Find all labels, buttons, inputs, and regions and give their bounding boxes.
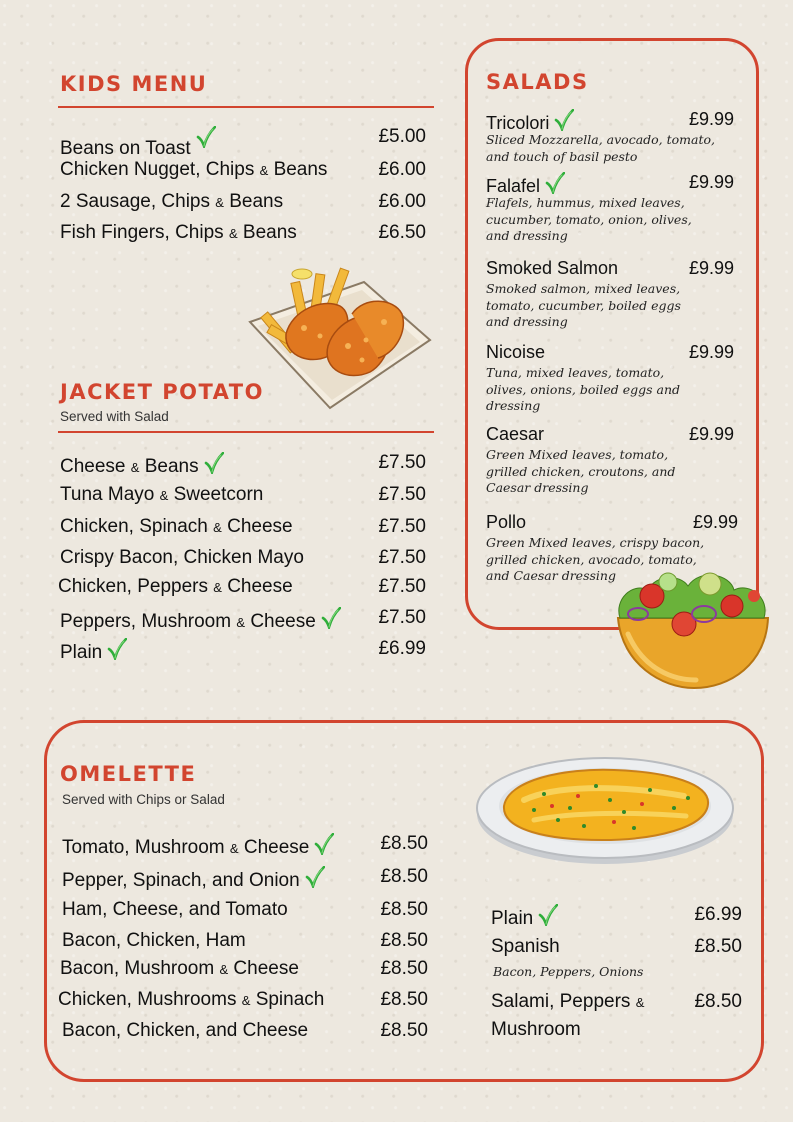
omelette-heading: OMELETTE (60, 762, 197, 786)
salad-name: Nicoise (486, 342, 546, 362)
item-price: £8.50 (694, 991, 742, 1012)
menu-item (60, 547, 304, 569)
menu-item (491, 991, 644, 1014)
item-name-part: Chicken, Spinach (60, 516, 208, 537)
item-name-part: Tuna Mayo (60, 484, 155, 505)
menu-item (62, 899, 288, 921)
ampersand: & (236, 615, 246, 630)
item-name-part: Tomato, Mushroom (62, 837, 225, 858)
salad-description: Green Mixed leaves, tomato, grilled chicken, croutons, and Caesar dressing (486, 447, 676, 495)
salad-price: £9.99 (688, 172, 734, 192)
salads-heading: SALADS (486, 70, 589, 94)
jacket-potato-heading: JACKET POTATO (60, 380, 264, 404)
menu-item (60, 516, 293, 539)
salad-price: £9.99 (688, 109, 734, 129)
salad-description: Green Mixed leaves, crispy bacon, grilled chicken, avocado, tomato, and Caesar dressing (486, 535, 705, 583)
salad-price: £9.99 (688, 342, 734, 362)
vegetarian-check-icon (196, 126, 216, 148)
item-name-part: Cheese (233, 958, 299, 979)
item-name-part: Chicken Nugget, Chips (60, 159, 255, 180)
fish-and-chips-illustration (244, 262, 434, 414)
omelette-plate-illustration (474, 750, 736, 868)
item-name: Pepper, Spinach, and Onion (62, 870, 300, 891)
item-name-part: Spinach (255, 989, 325, 1010)
item-price: £8.50 (694, 936, 742, 957)
omelette-subtitle: Served with Chips or Salad (62, 792, 225, 807)
item-price: £8.50 (380, 866, 428, 887)
salad-price: £9.99 (692, 512, 738, 532)
item-name: Spanish (491, 936, 560, 957)
item-price: £6.00 (378, 159, 426, 180)
menu-item (60, 126, 216, 160)
kids-menu-heading: KIDS MENU (60, 72, 208, 96)
item-name-part: Sweetcorn (173, 484, 264, 505)
item-price: £8.50 (380, 958, 428, 979)
menu-item (60, 222, 297, 245)
menu-item (60, 191, 283, 214)
item-price: £8.50 (380, 930, 428, 951)
item-name-part: Beans (273, 159, 328, 180)
salad-description: Sliced Mozzarella, avocado, tomato, and touch of basil pesto (486, 132, 715, 164)
vegetarian-check-icon (538, 904, 558, 926)
item-name: Bacon, Chicken, and Cheese (62, 1020, 309, 1041)
ampersand: & (635, 995, 645, 1010)
item-name-part: Beans (144, 456, 199, 477)
item-price: £7.50 (378, 547, 426, 568)
menu-item (60, 484, 263, 507)
menu-item (58, 989, 324, 1012)
salad-name: Smoked Salmon (486, 258, 619, 278)
item-name: Plain (491, 908, 534, 929)
salad-name: Pollo (486, 512, 527, 532)
item-name-part: Chicken, Peppers (58, 576, 208, 597)
item-name-part: Mushroom (491, 1019, 581, 1040)
menu-item (491, 904, 558, 930)
item-price: £5.00 (378, 126, 426, 147)
salad-name (486, 172, 565, 197)
menu-item (62, 833, 334, 860)
item-price: £7.50 (378, 576, 426, 597)
item-name: Ham, Cheese, and Tomato (62, 899, 288, 920)
vegetarian-check-icon (305, 866, 325, 888)
item-name: Bacon, Chicken, Ham (62, 930, 246, 951)
item-name: Beans on Toast (60, 138, 191, 159)
ampersand: & (130, 460, 140, 475)
item-price: £6.99 (694, 904, 742, 925)
salad-description: Smoked salmon, mixed leaves, tomato, cucumber, boiled eggs and dressing (486, 281, 681, 329)
salad-price: £9.99 (688, 424, 734, 444)
item-name-part: 2 Sausage, Chips (60, 191, 210, 212)
menu-item (62, 866, 325, 892)
vegetarian-check-icon (204, 452, 224, 474)
vegetarian-check-icon (545, 172, 565, 194)
salad-bowl-illustration (614, 560, 772, 692)
menu-item (60, 958, 299, 981)
item-name-part: Beans (242, 222, 297, 243)
item-price: £7.50 (378, 452, 426, 473)
item-name-part: Peppers, Mushroom (60, 611, 232, 632)
vegetarian-check-icon (554, 109, 574, 131)
salad-description: Tuna, mixed leaves, tomato, olives, onions, boiled eggs and dressing (486, 365, 681, 413)
item-price: £6.50 (378, 222, 426, 243)
item-price: £8.50 (380, 833, 428, 854)
ampersand: & (159, 488, 169, 503)
menu-item-continued (491, 1019, 581, 1041)
item-name-part: Bacon, Mushroom (60, 958, 215, 979)
salad-name (486, 109, 574, 134)
item-name-part: Salami, Peppers (491, 991, 631, 1012)
kids-menu-divider (58, 106, 434, 108)
item-price: £6.00 (378, 191, 426, 212)
salad-price: £9.99 (688, 258, 734, 278)
item-price: £6.99 (378, 638, 426, 659)
menu-item (60, 159, 327, 182)
item-name-part: Cheese (227, 516, 293, 537)
menu-item (60, 452, 224, 479)
salad-name-text: Tricolori (486, 113, 550, 133)
jacket-potato-subtitle: Served with Salad (60, 409, 169, 424)
item-price: £7.50 (378, 516, 426, 537)
ampersand: & (228, 226, 238, 241)
menu-item (58, 576, 293, 599)
salad-name: Caesar (486, 424, 545, 444)
ampersand: & (213, 580, 222, 595)
jacket-potato-divider (58, 431, 434, 433)
item-name-part: Cheese (60, 456, 126, 477)
item-price: £8.50 (380, 1020, 428, 1041)
item-name-part: Chicken, Mushrooms (58, 989, 237, 1010)
item-name: Crispy Bacon, Chicken Mayo (60, 547, 304, 568)
menu-item (60, 638, 127, 664)
item-price: £8.50 (380, 989, 428, 1010)
salad-name-text: Falafel (486, 176, 541, 196)
menu-item (62, 930, 246, 952)
item-name-part: Cheese (243, 837, 310, 858)
ampersand: & (219, 962, 229, 977)
ampersand: & (213, 520, 222, 535)
vegetarian-check-icon (321, 607, 341, 629)
item-description: Bacon, Peppers, Onions (493, 964, 644, 979)
menu-item (60, 607, 341, 634)
item-name-part: Fish Fingers, Chips (60, 222, 224, 243)
item-name-part: Cheese (250, 611, 316, 632)
menu-item (491, 936, 560, 958)
vegetarian-check-icon (314, 833, 334, 855)
vegetarian-check-icon (107, 638, 127, 660)
item-name-part: Beans (229, 191, 284, 212)
item-name: Plain (60, 642, 103, 663)
ampersand: & (241, 993, 251, 1008)
menu-item (62, 1020, 308, 1042)
item-price: £7.50 (378, 607, 426, 628)
ampersand: & (259, 163, 269, 178)
item-price: £8.50 (380, 899, 428, 920)
ampersand: & (215, 195, 224, 210)
salad-description: Flafels, hummus, mixed leaves, cucumber, tomato, onion, olives, and dressing (486, 195, 692, 243)
ampersand: & (229, 841, 239, 856)
item-price: £7.50 (378, 484, 426, 505)
item-name-part: Cheese (227, 576, 293, 597)
